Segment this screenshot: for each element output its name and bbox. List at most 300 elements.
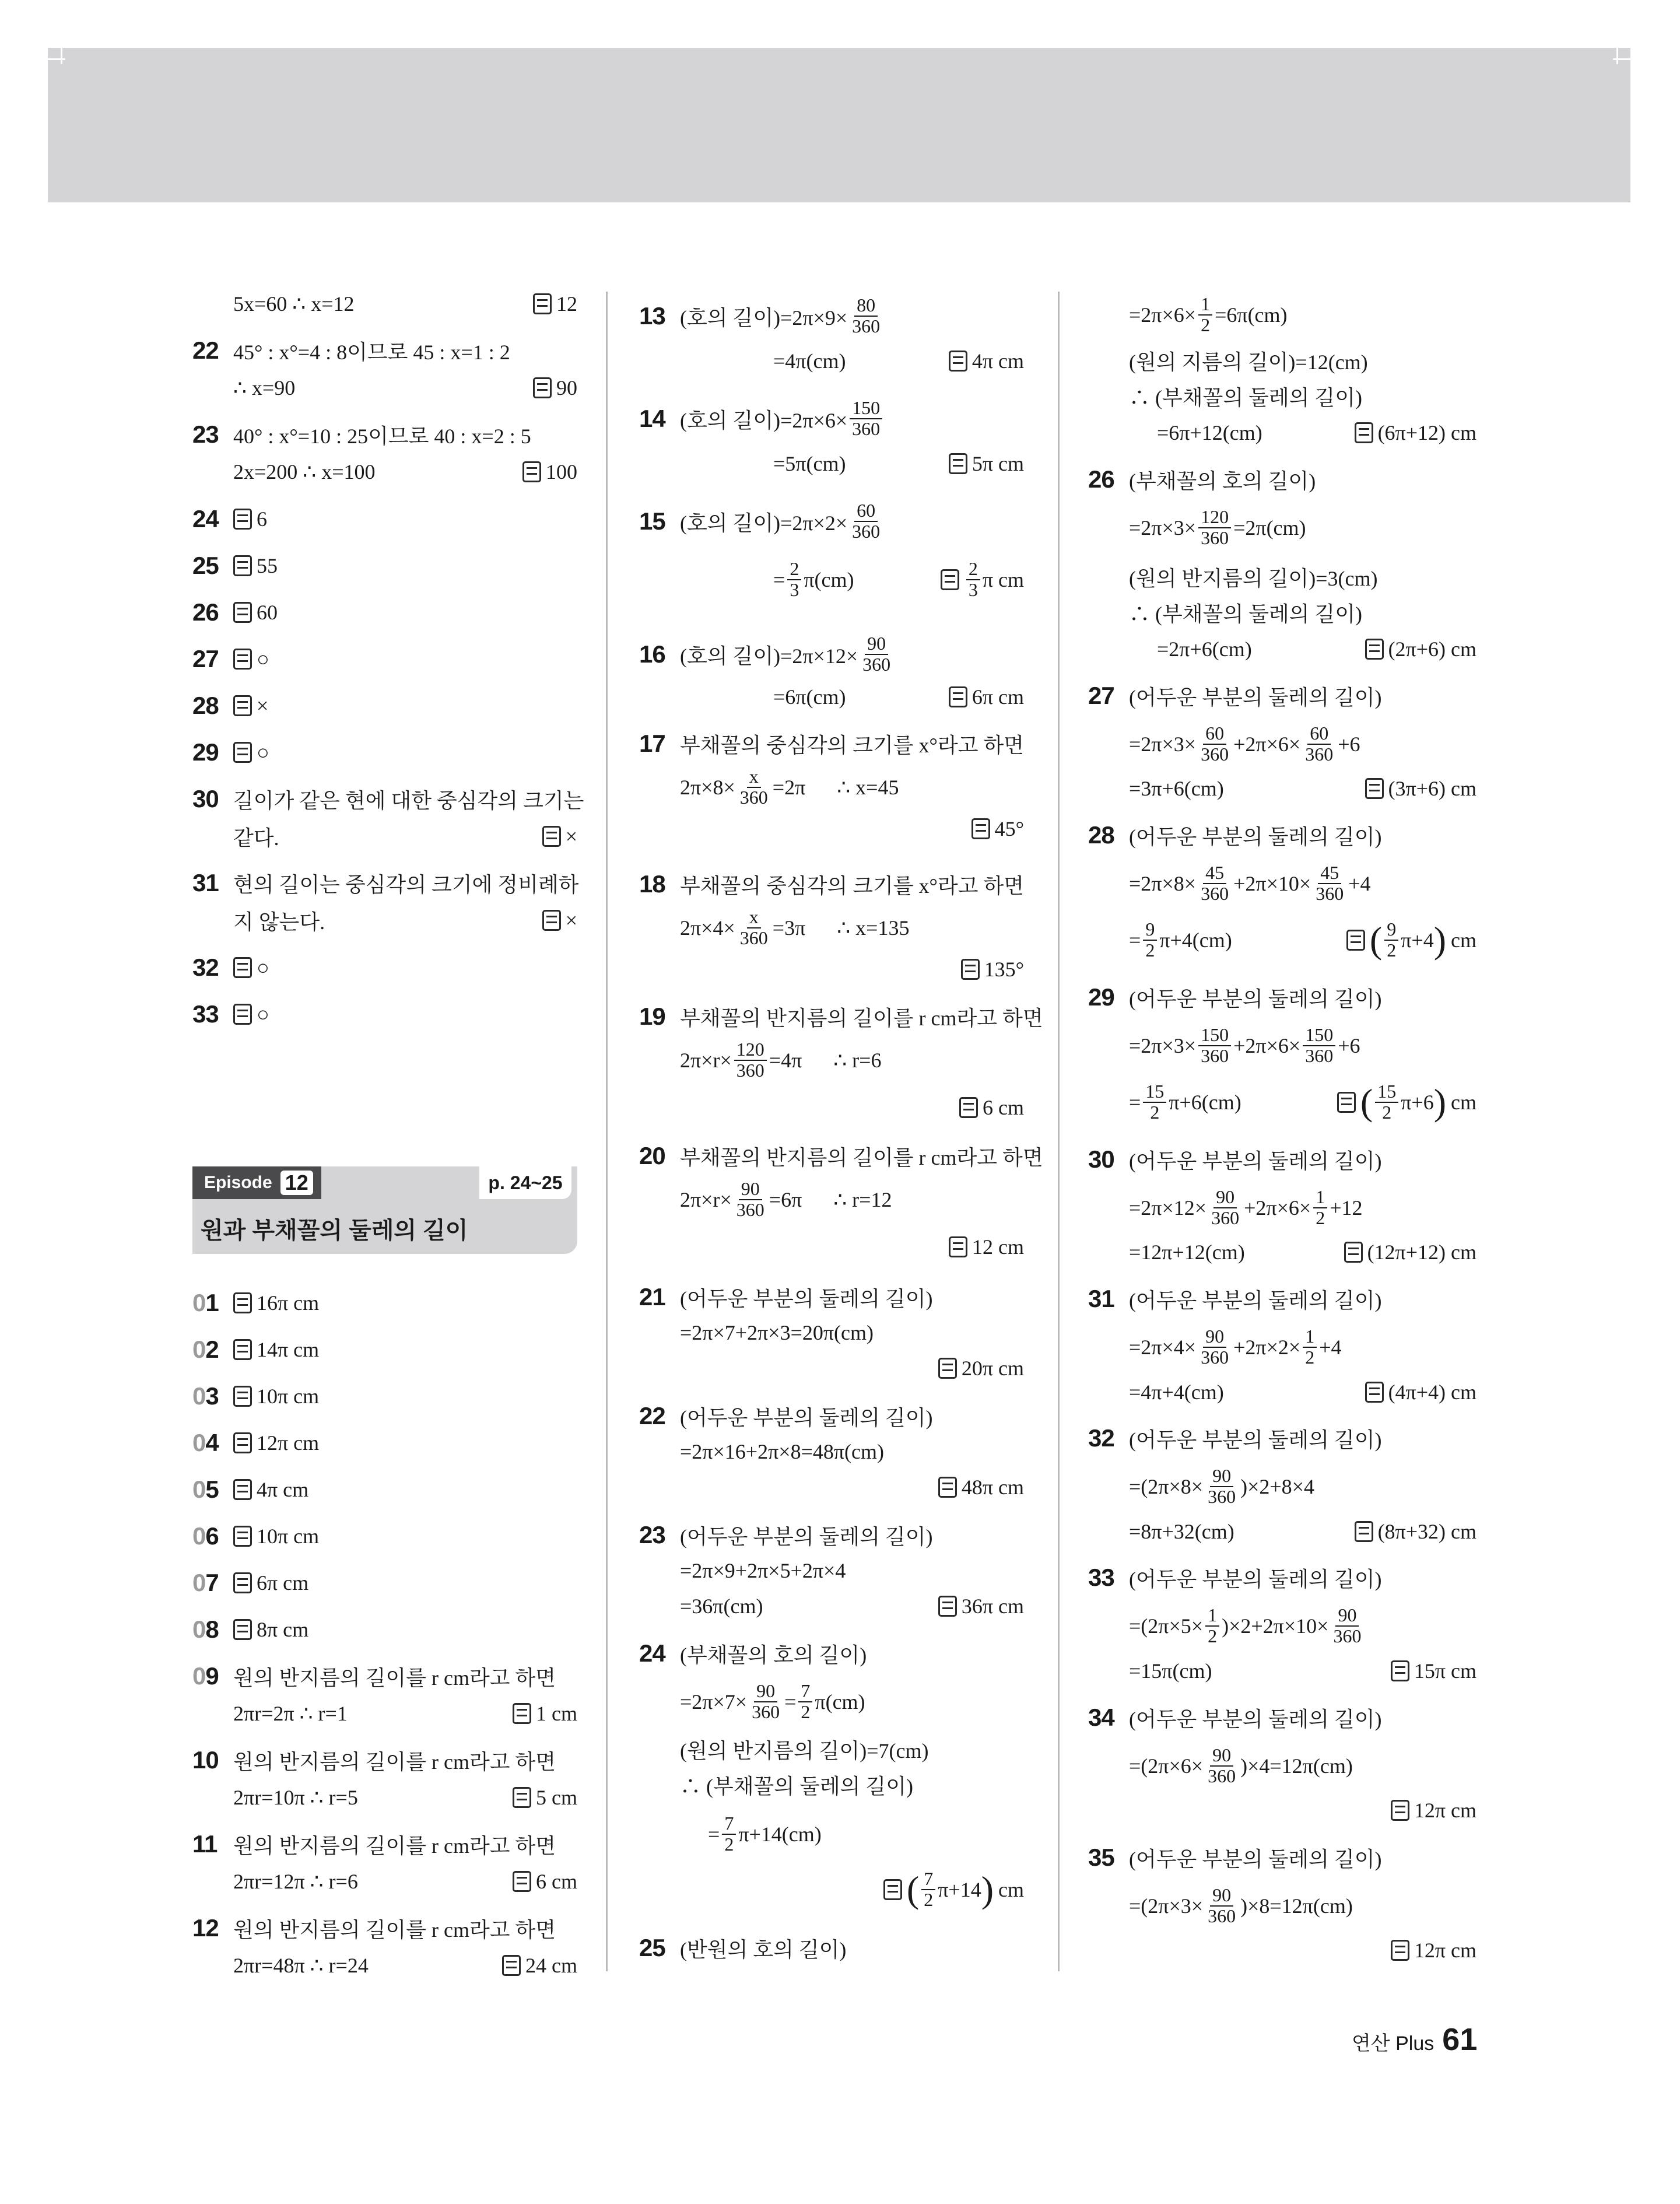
answer: × xyxy=(542,824,577,849)
solution-text: (부채꼴의 호의 길이) xyxy=(1129,469,1316,493)
solution-text: =12π+12(cm) xyxy=(1129,1241,1245,1264)
problem-row xyxy=(639,1928,1024,1968)
problem-row xyxy=(192,779,584,819)
fraction: $\frac{7}{2}$ xyxy=(722,1814,736,1854)
header-banner xyxy=(48,48,1630,202)
answer-row xyxy=(639,551,1024,609)
answer-mark-icon xyxy=(513,1787,531,1808)
solution-row xyxy=(639,758,1024,817)
answer: 60 xyxy=(257,601,278,624)
problem-row xyxy=(192,1283,577,1323)
solution-text: =6π+12(cm) xyxy=(1157,421,1262,444)
answer-row xyxy=(639,1467,1024,1508)
solution-row xyxy=(639,1312,1024,1353)
fraction: $\frac{120}{360}$ xyxy=(734,1040,767,1080)
solution-text: (어두운 부분의 둘레의 길이) xyxy=(1129,825,1382,849)
solution-row xyxy=(639,1031,1024,1089)
problem-number: 25 xyxy=(639,1934,665,1961)
solution-text: (부채꼴의 호의 길이) xyxy=(680,1643,867,1667)
problem-row xyxy=(639,1515,1024,1555)
answer-mark-icon xyxy=(233,957,252,978)
page-footer xyxy=(1352,2021,1477,2058)
solution-text: =4π(cm) xyxy=(773,349,846,373)
fraction: $\frac{90}{360}$ xyxy=(1208,1884,1236,1926)
solution-text: (어두운 부분의 둘레의 길이) xyxy=(1129,987,1382,1011)
problem-number: 01 xyxy=(192,1289,219,1316)
problem-row xyxy=(192,1422,577,1463)
problem-row xyxy=(192,994,577,1035)
fraction: $\frac{1}{2}$ xyxy=(1205,1606,1219,1646)
solution-text: (어두운 부분의 둘레의 길이) xyxy=(680,1525,933,1548)
problem-number: 35 xyxy=(1088,1844,1114,1871)
problem-row xyxy=(639,1277,1024,1318)
problem-number: 23 xyxy=(639,1521,665,1548)
fraction: $\frac{15}{2}$ xyxy=(1143,1082,1166,1122)
answer-mark-icon xyxy=(513,1871,531,1892)
book-title: 연산 Plus xyxy=(1352,2033,1435,2055)
problem-row xyxy=(1088,459,1476,500)
solution-text: (어두운 부분의 둘레의 길이) xyxy=(1129,1428,1382,1452)
answer-mark-icon xyxy=(1337,1092,1356,1113)
solution-text: = $\frac{15}{2}$ π+6(cm) xyxy=(1129,1081,1241,1123)
answer-row xyxy=(639,1348,1024,1389)
solution-row xyxy=(1088,340,1476,381)
problem-row xyxy=(192,1516,577,1557)
solution-text: 45° : x°=4 : 8이므로 45 : x=1 : 2 xyxy=(233,340,510,364)
solution-text: ∴ x=90 xyxy=(233,376,296,400)
problem-row xyxy=(1088,1418,1476,1459)
answer: 45° xyxy=(971,817,1024,841)
solution-text: (어두운 부분의 둘레의 길이) xyxy=(1129,1149,1382,1173)
answer: (3π+6) cm xyxy=(1365,776,1476,801)
problem-number: 09 xyxy=(192,1662,219,1690)
episode-page-range: p. 24~25 xyxy=(479,1166,571,1199)
answer: ( $\frac{9}{2}$ π+4 ) cm xyxy=(1346,919,1476,962)
solution-text: =8π+32(cm) xyxy=(1129,1520,1234,1543)
answer: ○ xyxy=(257,741,269,764)
answer-mark-icon xyxy=(1391,1940,1409,1961)
problem-row xyxy=(192,499,577,539)
answer-row xyxy=(1088,1073,1476,1131)
answer: 5 cm xyxy=(513,1785,577,1810)
answer-mark-icon xyxy=(513,1703,531,1724)
answer-mark-icon xyxy=(233,1526,252,1547)
problem-number: 31 xyxy=(192,869,219,896)
answer-mark-icon xyxy=(1391,1800,1409,1821)
solution-row xyxy=(1088,1318,1476,1376)
fraction: $\frac{90}{360}$ xyxy=(752,1680,780,1722)
answer-row xyxy=(192,451,577,492)
answer-mark-icon xyxy=(233,1292,252,1313)
problem-number: 23 xyxy=(192,421,219,448)
solution-text: (호의 길이)=2π×12× $\frac{90}{360}$ xyxy=(680,634,895,674)
answer-row xyxy=(1088,1651,1476,1691)
solution-row xyxy=(1088,1597,1476,1655)
fraction: $\frac{1}{2}$ xyxy=(1303,1327,1317,1367)
solution-text: 현의 길이는 중심각의 크기에 정비례하 xyxy=(233,873,579,896)
solution-text: =2π×3× $\frac{120}{360}$ =2π(cm) xyxy=(1129,506,1306,548)
problem-number: 28 xyxy=(1088,821,1114,849)
answer-mark-icon xyxy=(233,1572,252,1593)
solution-text: 2π×4× $\frac{x}{360}$ =3π ∴ x=135 xyxy=(680,906,910,948)
answer-mark-icon xyxy=(542,826,561,847)
problem-row xyxy=(639,1396,1024,1436)
problem-row xyxy=(192,1908,577,1949)
crop-mark xyxy=(1613,58,1630,60)
fraction: $\frac{60}{360}$ xyxy=(852,500,881,542)
solution-row xyxy=(1088,592,1476,633)
answer: × xyxy=(542,908,577,933)
fraction: $\frac{60}{360}$ xyxy=(1201,723,1229,765)
problem-number: 02 xyxy=(192,1336,219,1363)
problem-number: 22 xyxy=(639,1402,665,1429)
solution-text: (어두운 부분의 둘레의 길이) xyxy=(1129,685,1382,709)
solution-text: =2π×8× $\frac{45}{360}$ +2π×10× $\frac{45}{360}$ +4 xyxy=(1129,862,1371,904)
fraction: $\frac{9}{2}$ xyxy=(1384,920,1398,960)
solution-text: 2πr=10π ∴ r=5 xyxy=(233,1786,358,1809)
problem-row xyxy=(192,1469,577,1510)
problem-number: 10 xyxy=(192,1746,219,1774)
answer-mark-icon xyxy=(533,377,552,398)
answer-row xyxy=(192,1945,577,1986)
solution-row xyxy=(639,1764,1024,1805)
problem-row xyxy=(192,1329,577,1370)
answer-mark-icon xyxy=(233,1004,252,1025)
episode-tag: Episode 12 xyxy=(192,1166,321,1199)
answer-row xyxy=(1088,1930,1476,1971)
fraction: $\frac{7}{2}$ xyxy=(798,1681,812,1722)
answer-mark-icon xyxy=(883,1879,902,1900)
fraction: $\frac{45}{360}$ xyxy=(1201,862,1229,904)
solution-text: =6π(cm) xyxy=(773,685,846,709)
answer: 6π cm xyxy=(949,685,1024,709)
problem-number: 33 xyxy=(1088,1564,1114,1591)
answer-row xyxy=(192,367,577,408)
answer: 12π cm xyxy=(1391,1938,1476,1963)
answer-row xyxy=(639,1227,1024,1267)
problem-number: 29 xyxy=(192,738,219,766)
solution-text: ∴ (부채꼴의 둘레의 길이) xyxy=(1129,602,1362,626)
solution-row xyxy=(639,1729,1024,1769)
solution-text: =(2π×6× $\frac{90}{360}$ )×4=12π(cm) xyxy=(1129,1744,1353,1786)
problem-row xyxy=(1088,1557,1476,1598)
problem-number: 16 xyxy=(639,640,665,668)
problem-row xyxy=(192,592,577,633)
problem-number: 32 xyxy=(192,954,219,981)
problem-number: 21 xyxy=(639,1283,665,1311)
solution-text: 지 않는다. xyxy=(233,910,325,934)
answer: 15π cm xyxy=(1391,1659,1476,1683)
problem-number: 32 xyxy=(1088,1424,1114,1452)
answer-row xyxy=(639,1860,1024,1919)
problem-row xyxy=(1088,815,1476,856)
solution-text: =2π×9+2π×5+2π×4 xyxy=(680,1559,846,1582)
answer: 10π cm xyxy=(257,1385,320,1408)
problem-row xyxy=(1088,1278,1476,1319)
answer: 90 xyxy=(533,376,577,400)
answer: 135° xyxy=(961,957,1024,982)
problem-row xyxy=(192,330,577,371)
answer-mark-icon xyxy=(1365,1382,1384,1403)
problem-row xyxy=(1088,977,1476,1018)
problem-number: 34 xyxy=(1088,1704,1114,1731)
solution-text: (어두운 부분의 둘레의 길이) xyxy=(680,1287,933,1311)
solution-row xyxy=(639,1550,1024,1591)
problem-number: 30 xyxy=(192,785,219,812)
fraction: $\frac{x}{360}$ xyxy=(739,906,768,948)
fraction: $\frac{2}{3}$ xyxy=(966,559,980,600)
problem-number: 20 xyxy=(639,1142,665,1169)
solution-text: 40° : x°=10 : 25이므로 40 : x=2 : 5 xyxy=(233,424,531,448)
answer: 6 cm xyxy=(513,1869,577,1894)
solution-text: 부채꼴의 반지름의 길이를 r cm라고 하면 xyxy=(680,1145,1043,1169)
solution-row xyxy=(1088,286,1476,344)
problem-number: 07 xyxy=(192,1569,219,1596)
answer: 8π cm xyxy=(257,1618,309,1641)
solution-text: 부채꼴의 반지름의 길이를 r cm라고 하면 xyxy=(680,1006,1043,1030)
problem-row xyxy=(192,639,577,679)
answer: 16π cm xyxy=(257,1291,320,1315)
fraction: $\frac{90}{360}$ xyxy=(1208,1744,1236,1786)
answer: (2π+6) cm xyxy=(1365,637,1476,661)
answer-mark-icon xyxy=(522,461,541,482)
problem-row xyxy=(1088,675,1476,716)
problem-number: 26 xyxy=(192,598,219,626)
problem-row xyxy=(192,1824,577,1865)
problem-number: 03 xyxy=(192,1382,219,1410)
solution-text: (호의 길이)=2π×2× $\frac{60}{360}$ xyxy=(680,501,885,541)
problem-number: 05 xyxy=(192,1476,219,1503)
answer: 12 cm xyxy=(949,1235,1024,1259)
solution-text: 2π×8× $\frac{x}{360}$ =2π ∴ x=45 xyxy=(680,766,899,808)
answer: 36π cm xyxy=(938,1594,1024,1618)
answer-row xyxy=(192,900,577,941)
fraction: $\frac{150}{360}$ xyxy=(850,398,882,439)
solution-text: (반원의 호의 길이) xyxy=(680,1937,847,1961)
answer-mark-icon xyxy=(949,351,967,372)
answer: 48π cm xyxy=(938,1475,1024,1499)
problem-row xyxy=(192,414,577,455)
problem-row xyxy=(192,863,577,903)
fraction: $\frac{7}{2}$ xyxy=(921,1869,935,1909)
problem-number: 15 xyxy=(639,507,665,535)
solution-row xyxy=(1088,854,1476,913)
problem-row xyxy=(192,1376,577,1417)
answer-row xyxy=(1088,911,1476,969)
solution-text: =2π×7+2π×3=20π(cm) xyxy=(680,1321,874,1344)
answer: ○ xyxy=(257,647,269,671)
fraction: $\frac{90}{360}$ xyxy=(1333,1604,1362,1646)
solution-text: = $\frac{9}{2}$ π+4(cm) xyxy=(1129,919,1232,961)
solution-text: 2π×r× $\frac{120}{360}$ =4π ∴ r=6 xyxy=(680,1039,882,1081)
answer-mark-icon xyxy=(1365,639,1384,660)
problem-number: 24 xyxy=(639,1639,665,1667)
solution-row xyxy=(1088,1457,1476,1516)
problem-number: 25 xyxy=(192,552,219,579)
solution-row xyxy=(1088,1877,1476,1935)
fraction: $\frac{150}{360}$ xyxy=(1198,1025,1231,1066)
problem-number: 11 xyxy=(192,1830,218,1858)
solution-text: (원의 반지름의 길이)=7(cm) xyxy=(680,1739,929,1763)
problem-number: 06 xyxy=(192,1522,219,1550)
fraction: $\frac{x}{360}$ xyxy=(739,766,768,808)
answer-mark-icon xyxy=(1355,422,1373,443)
answer-mark-icon xyxy=(1391,1660,1409,1681)
answer-mark-icon xyxy=(233,1432,252,1453)
problem-row xyxy=(639,390,1024,448)
answer-mark-icon xyxy=(533,293,552,314)
solution-text: (어두운 부분의 둘레의 길이) xyxy=(680,1406,933,1429)
fraction: $\frac{60}{360}$ xyxy=(1305,723,1334,765)
solution-text: 5x=60 ∴ x=12 xyxy=(233,292,355,316)
column-divider xyxy=(606,292,608,1971)
fraction: $\frac{45}{360}$ xyxy=(1316,862,1344,904)
answer-mark-icon xyxy=(233,742,252,763)
answer: 100 xyxy=(522,460,577,484)
answer-mark-icon xyxy=(233,1386,252,1407)
answer-mark-icon xyxy=(961,959,980,980)
answer: 5π cm xyxy=(949,451,1024,476)
episode-title: 원과 부채꼴의 둘레의 길이 xyxy=(201,1218,468,1243)
solution-row xyxy=(1088,499,1476,557)
answer-row xyxy=(1088,1372,1476,1413)
fraction: $\frac{1}{2}$ xyxy=(1313,1187,1327,1228)
episode-number: 12 xyxy=(280,1171,313,1195)
solution-text: 2πr=12π ∴ r=6 xyxy=(233,1870,358,1893)
answer-mark-icon xyxy=(502,1955,521,1976)
problem-row xyxy=(192,545,577,586)
problem-number: 33 xyxy=(192,1000,219,1028)
solution-text: 원의 반지름의 길이를 r cm라고 하면 xyxy=(233,1666,556,1690)
answer-row xyxy=(639,949,1024,990)
problem-row xyxy=(639,492,1024,551)
solution-text: =(2π×5× $\frac{1}{2}$ )×2+2π×10× $\frac{90}{360}$ xyxy=(1129,1606,1366,1646)
problem-row xyxy=(192,947,577,988)
solution-text: =2π×3× $\frac{60}{360}$ +2π×6× $\frac{60}{360}$ +6 xyxy=(1129,723,1360,765)
fraction: $\frac{90}{360}$ xyxy=(736,1178,764,1220)
answer-row xyxy=(1088,1511,1476,1552)
problem-number: 17 xyxy=(639,730,665,757)
problem-number: 19 xyxy=(639,1003,665,1030)
answer-mark-icon xyxy=(1344,1242,1363,1263)
problem-number: 30 xyxy=(1088,1145,1114,1173)
answer: 12 xyxy=(533,292,577,316)
answer-row xyxy=(639,677,1024,717)
solution-text: =(2π×3× $\frac{90}{360}$ )×8=12π(cm) xyxy=(1129,1884,1353,1926)
solution-text: (어두운 부분의 둘레의 길이) xyxy=(1129,1567,1382,1591)
answer-mark-icon xyxy=(938,1596,957,1617)
answer-row xyxy=(192,1693,577,1734)
answer-mark-icon xyxy=(971,818,990,839)
solution-text: =2π×4× $\frac{90}{360}$ +2π×2× $\frac{1}{2}$ +4 xyxy=(1129,1326,1342,1368)
fraction: $\frac{80}{360}$ xyxy=(852,295,881,337)
problem-number: 27 xyxy=(192,645,219,672)
fraction: $\frac{90}{360}$ xyxy=(862,633,891,675)
problem-row xyxy=(192,1656,577,1697)
problem-number: 26 xyxy=(1088,465,1114,493)
solution-text: 원의 반지름의 길이를 r cm라고 하면 xyxy=(233,1750,556,1774)
solution-text: (어두운 부분의 둘레의 길이) xyxy=(1129,1707,1382,1731)
answer-mark-icon xyxy=(949,1236,967,1257)
solution-text: ∴ (부채꼴의 둘레의 길이) xyxy=(1129,386,1362,409)
solution-text: =2π×7× $\frac{90}{360}$ = $\frac{7}{2}$ π(cm) xyxy=(680,1680,865,1722)
answer: 6 xyxy=(257,507,267,531)
problem-number: 08 xyxy=(192,1616,219,1643)
answer: (8π+32) cm xyxy=(1355,1519,1476,1544)
problem-row xyxy=(192,1609,577,1650)
answer-row xyxy=(1088,1790,1476,1831)
problem-number: 31 xyxy=(1088,1285,1114,1312)
problem-number: 18 xyxy=(639,870,665,898)
solution-text: (어두운 부분의 둘레의 길이) xyxy=(1129,1288,1382,1312)
answer-row xyxy=(639,1586,1024,1627)
answer-mark-icon xyxy=(938,1358,957,1379)
episode-header xyxy=(192,1166,577,1254)
solution-text: (호의 길이)=2π×9× $\frac{80}{360}$ xyxy=(680,296,885,336)
problem-row xyxy=(192,732,577,773)
answer: 10π cm xyxy=(257,1525,320,1548)
crop-mark xyxy=(48,58,65,60)
answer: 20π cm xyxy=(938,1356,1024,1380)
solution-text: ∴ (부채꼴의 둘레의 길이) xyxy=(680,1774,913,1798)
solution-text: 원의 반지름의 길이를 r cm라고 하면 xyxy=(233,1834,556,1858)
answer-row xyxy=(1088,768,1476,809)
solution-text: 2π×r× $\frac{90}{360}$ =6π ∴ r=12 xyxy=(680,1178,892,1220)
solution-text: =3π+6(cm) xyxy=(1129,777,1224,800)
answer-mark-icon xyxy=(949,453,967,474)
answer-row xyxy=(1088,629,1476,670)
problem-number: 24 xyxy=(192,505,219,532)
answer-mark-icon xyxy=(1365,778,1384,799)
answer: 6π cm xyxy=(257,1571,309,1595)
problem-number: 28 xyxy=(192,692,219,719)
answer-mark-icon xyxy=(233,1479,252,1500)
problem-row xyxy=(1088,1697,1476,1738)
fraction: $\frac{1}{2}$ xyxy=(1198,295,1212,335)
solution-text: =2π×3× $\frac{150}{360}$ +2π×6× $\frac{150}{360}$ +6 xyxy=(1129,1024,1360,1066)
answer-mark-icon xyxy=(938,1477,957,1498)
answer: 14π cm xyxy=(257,1338,320,1361)
solution-text: 2πr=2π ∴ r=1 xyxy=(233,1702,348,1725)
answer: $\frac{2}{3}$ π cm xyxy=(941,559,1024,600)
solution-text: 원의 반지름의 길이를 r cm라고 하면 xyxy=(233,1918,556,1942)
problem-number: 29 xyxy=(1088,983,1114,1011)
solution-text: 2x=200 ∴ x=100 xyxy=(233,460,376,483)
solution-text: 같다. xyxy=(233,826,279,850)
solution-text: =5π(cm) xyxy=(773,452,846,475)
problem-number: 12 xyxy=(192,1914,219,1942)
solution-text: (원의 지름의 길이)=12(cm) xyxy=(1129,350,1368,374)
answer-mark-icon xyxy=(1355,1521,1373,1542)
solution-text: 길이가 같은 현에 대한 중심각의 크기는 xyxy=(233,789,584,812)
solution-text: = $\frac{7}{2}$ π+14(cm) xyxy=(708,1813,822,1855)
solution-text: =(2π×8× $\frac{90}{360}$ )×2+8×4 xyxy=(1129,1465,1314,1507)
answer: ( $\frac{15}{2}$ π+6 ) cm xyxy=(1337,1081,1476,1124)
answer: 24 cm xyxy=(502,1953,577,1978)
answer-mark-icon xyxy=(1346,930,1365,951)
problem-row xyxy=(1088,1837,1476,1878)
answer-row xyxy=(192,816,577,857)
column-divider xyxy=(1058,292,1060,1971)
answer-mark-icon xyxy=(233,602,252,623)
answer-mark-icon xyxy=(233,1619,252,1640)
solution-row xyxy=(1088,1179,1476,1237)
solution-row xyxy=(1088,715,1476,773)
page-number: 61 xyxy=(1442,2022,1478,2057)
answer-mark-icon xyxy=(233,1339,252,1360)
problem-row xyxy=(639,625,1024,684)
solution-row xyxy=(1088,556,1476,597)
